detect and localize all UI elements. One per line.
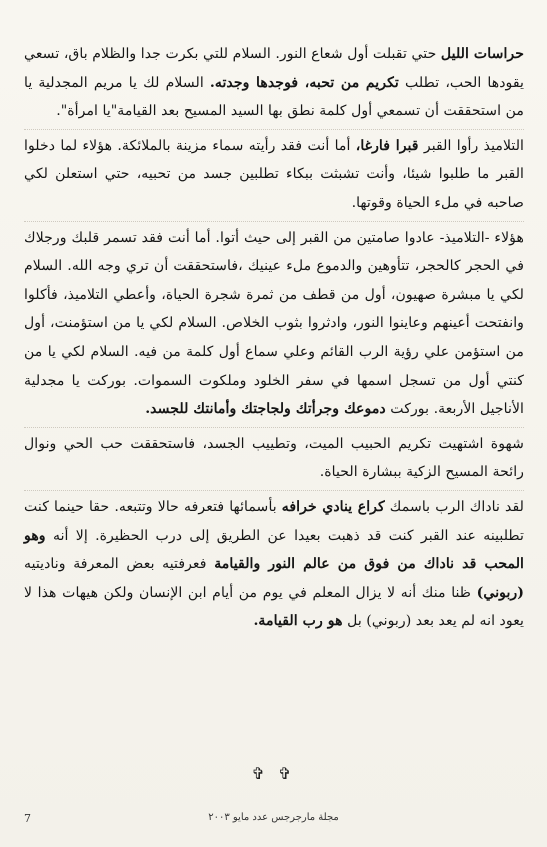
body-text: فعرفتيه بعض المعرفة وناديتيه — [24, 556, 215, 573]
article-paragraph — [24, 221, 524, 424]
emphasized-text: (ربوني) — [476, 584, 524, 601]
body-text: بأسمائها فتعرفه حالا وتتبعه. حقا حينما كنت تطلبينه عند القبر كنت قد ذهبت بعيدا عن الطريق إلى درب الحظيرة. إلا أنه — [24, 498, 524, 544]
body-text: أما أنت فقد رأيته سماء مزينة بالملائكة. هؤلاء لما دخلوا القبر ما طلبوا شيئا، وأنت تشبثت ببكاء تطلبين جسد من تحبيه، حتي استعلن لكي صاحبه في ملء الحياة وقوتها. — [24, 137, 524, 211]
body-text: لقد ناداك الرب باسمك — [384, 498, 524, 515]
cross-ornament: ✞ ✞ — [251, 764, 296, 783]
article-paragraph — [24, 40, 524, 126]
emphasized-text: دموعك وجرأتك ولجاجتك وأمانتك للجسد. — [145, 401, 386, 418]
article-paragraph — [24, 427, 524, 487]
emphasized-text: قبرا فارغا، — [355, 137, 419, 154]
body-text: التلاميذ رأوا القبر — [418, 137, 524, 154]
emphasized-text: كراع ينادي خرافه — [281, 498, 385, 515]
body-text: هؤلاء -التلاميذ- عادوا صامتين من القبر إلى حيث أتوا. أما أنت فقد تسمر قلبك ورجلاك في الحجر كالحجر، تتأوهين والدموع ملء عينيك ،فاستحققت أن تري وجه الله. السلام لكي يا مبشرة صهيون، أول من قطف من ثمرة شجرة الحياة، وأعطي التلاميذ، فأكلوا وانفتحت أعينهم وعاينوا النور، وادثروا بثوب الخلاص. السلام لكي يا من استؤمنت، أول من استؤمن علي رؤية الرب القائم وعلي سماع أول كلمة من فيه. السلام لكي يا من كنتي أول من تسجل اسمها في سفر الخلود وملكوت السموات. بوركت يا مجدلية الأناجيل الأربعة. بوركت — [24, 229, 524, 418]
emphasized-text: حراسات الليل — [440, 46, 524, 62]
emphasized-text: تكريم من تحبه، فوجدها وجدته. — [209, 74, 399, 91]
body-text: حتي تقبلت أول شعاع النور. السلام للتي بكرت جدا والظلام باق، تسعي يقودها الحب، تطلب — [24, 46, 524, 91]
emphasized-text: وهو المحب قد ناداك من فوق من عالم النور والقيامة — [24, 527, 524, 573]
body-text: شهوة اشتهيت تكريم الحبيب الميت، وتطييب الجسد، فاستحققت حب الحي ونوال رائحة المسيح الزكية ببشارة الحياة. — [24, 435, 524, 481]
article-paragraph — [24, 490, 524, 636]
article-body — [24, 40, 524, 636]
magazine-citation: مجلة مارجرجس عدد مايو ٢٠٠٣ — [208, 812, 339, 823]
body-text: ظنا منك أنه لا يزال المعلم في يوم من أيام ابن الإنسان ولكن هيهات هذا لا يعود انه لم يعد بعد (ربوني) بل — [24, 584, 524, 630]
article-paragraph — [24, 129, 524, 218]
page-number: 7 — [24, 812, 31, 825]
body-text: السلام لك يا مريم المجدلية يا من استحققت أن تسمعي أول كلمة نطق بها السيد المسيح بعد القيامة"يا امرأة". — [24, 74, 524, 120]
emphasized-text: هو رب القيامة. — [253, 613, 343, 630]
